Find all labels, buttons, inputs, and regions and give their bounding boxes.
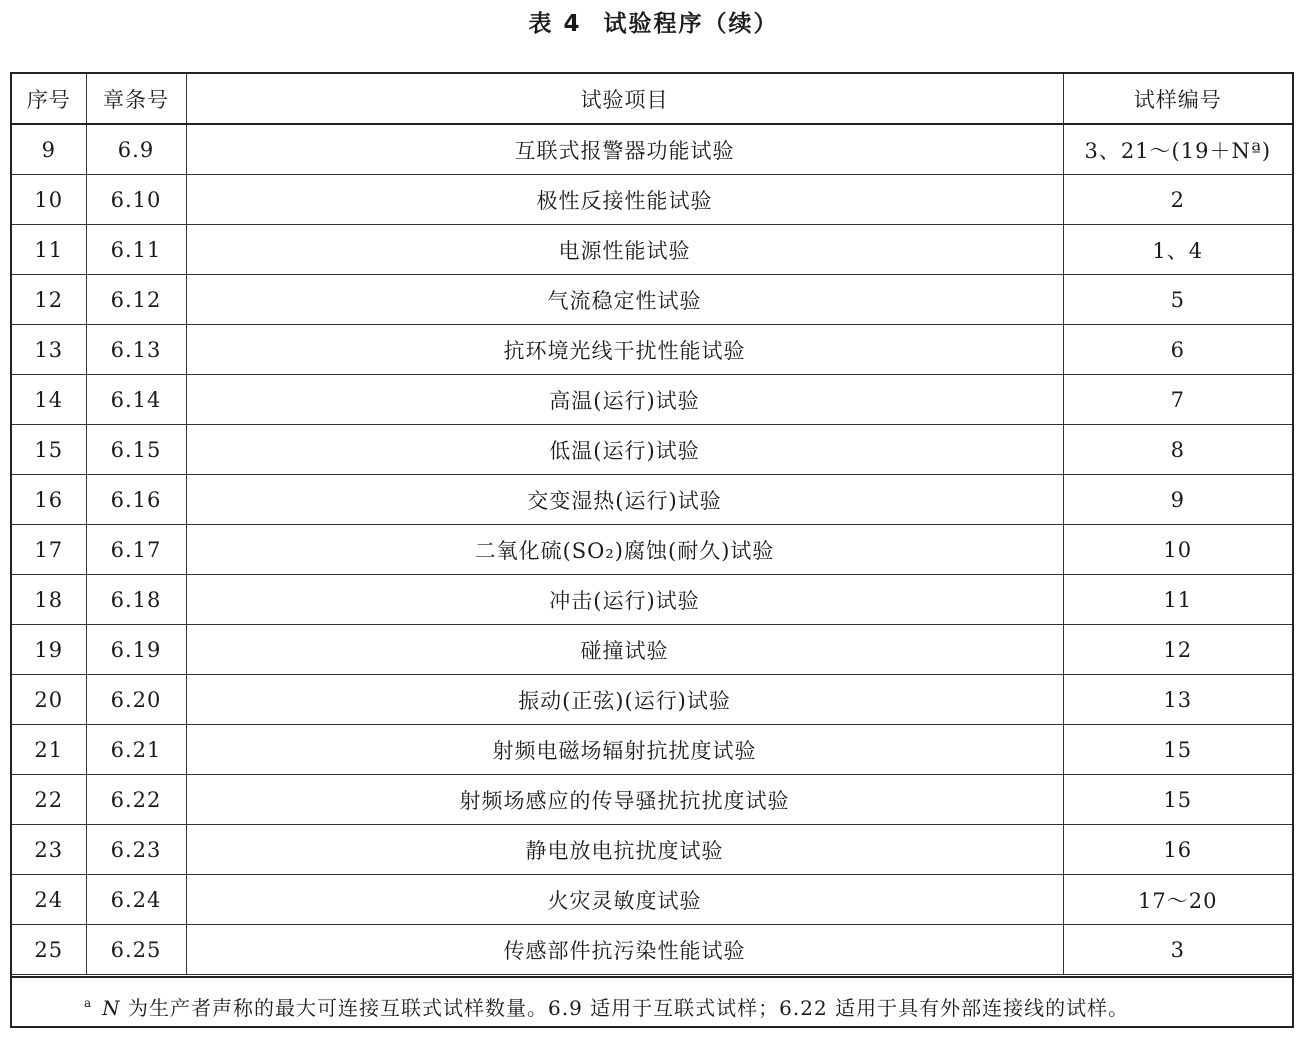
cell-sample-number: 15 (1063, 775, 1292, 825)
cell-test-item: 电源性能试验 (186, 225, 1063, 275)
cell-clause-number: 6.11 (86, 225, 186, 275)
cell-test-item: 高温(运行)试验 (186, 375, 1063, 425)
table-row (12, 275, 1292, 325)
cell-sample-number: 8 (1063, 425, 1292, 475)
cell-sample-number: 3、21～(19＋Nª) (1063, 124, 1292, 175)
cell-sample-number: 5 (1063, 275, 1292, 325)
header-test-item: 试验项目 (186, 74, 1063, 124)
table-caption: 试验程序（续） (603, 11, 779, 37)
cell-serial-number: 11 (12, 225, 86, 275)
table-row (12, 225, 1292, 275)
cell-clause-number: 6.19 (86, 625, 186, 675)
table-row (12, 575, 1292, 625)
cell-serial-number: 12 (12, 275, 86, 325)
cell-serial-number: 25 (12, 925, 86, 975)
cell-sample-number: 2 (1063, 175, 1292, 225)
cell-sample-number: 13 (1063, 675, 1292, 725)
cell-test-item: 传感部件抗污染性能试验 (186, 925, 1063, 975)
header-serial-number: 序号 (12, 74, 86, 124)
cell-sample-number: 10 (1063, 525, 1292, 575)
table-row (12, 925, 1292, 975)
header-row (12, 74, 1292, 124)
cell-test-item: 冲击(运行)试验 (186, 575, 1063, 625)
cell-clause-number: 6.12 (86, 275, 186, 325)
cell-serial-number: 18 (12, 575, 86, 625)
cell-test-item: 振动(正弦)(运行)试验 (186, 675, 1063, 725)
cell-serial-number: 21 (12, 725, 86, 775)
cell-test-item: 极性反接性能试验 (186, 175, 1063, 225)
cell-test-item: 低温(运行)试验 (186, 425, 1063, 475)
table-row (12, 124, 1292, 175)
cell-test-item: 静电放电抗扰度试验 (186, 825, 1063, 875)
cell-test-item: 射频电磁场辐射抗扰度试验 (186, 725, 1063, 775)
table-row (12, 775, 1292, 825)
cell-clause-number: 6.25 (86, 925, 186, 975)
cell-sample-number: 7 (1063, 375, 1292, 425)
table-row (12, 875, 1292, 925)
cell-clause-number: 6.13 (86, 325, 186, 375)
cell-clause-number: 6.9 (86, 124, 186, 175)
footnote-mark: a (84, 996, 93, 1010)
table-row (12, 375, 1292, 425)
cell-sample-number: 9 (1063, 475, 1292, 525)
cell-clause-number: 6.18 (86, 575, 186, 625)
table-row (12, 625, 1292, 675)
cell-test-item: 二氧化硫(SO₂)腐蚀(耐久)试验 (186, 525, 1063, 575)
table-row (12, 525, 1292, 575)
table-row (12, 475, 1292, 525)
cell-sample-number: 11 (1063, 575, 1292, 625)
cell-serial-number: 10 (12, 175, 86, 225)
cell-sample-number: 17～20 (1063, 875, 1292, 925)
cell-clause-number: 6.10 (86, 175, 186, 225)
cell-test-item: 碰撞试验 (186, 625, 1063, 675)
cell-test-item: 射频场感应的传导骚扰抗扰度试验 (186, 775, 1063, 825)
table-footnote (12, 976, 1292, 1028)
cell-serial-number: 23 (12, 825, 86, 875)
cell-sample-number: 16 (1063, 825, 1292, 875)
table-row (12, 825, 1292, 875)
test-procedure-table (12, 74, 1292, 975)
cell-serial-number: 13 (12, 325, 86, 375)
table-row (12, 325, 1292, 375)
table-body (12, 124, 1292, 975)
cell-clause-number: 6.14 (86, 375, 186, 425)
cell-test-item: 火灾灵敏度试验 (186, 875, 1063, 925)
cell-clause-number: 6.22 (86, 775, 186, 825)
cell-sample-number: 12 (1063, 625, 1292, 675)
cell-sample-number: 1、4 (1063, 225, 1292, 275)
cell-serial-number: 15 (12, 425, 86, 475)
cell-clause-number: 6.17 (86, 525, 186, 575)
cell-test-item: 抗环境光线干扰性能试验 (186, 325, 1063, 375)
table-row (12, 675, 1292, 725)
cell-serial-number: 19 (12, 625, 86, 675)
cell-clause-number: 6.24 (86, 875, 186, 925)
table-title (0, 6, 1307, 42)
table-frame (10, 72, 1294, 1028)
cell-clause-number: 6.20 (86, 675, 186, 725)
table-row (12, 175, 1292, 225)
cell-sample-number: 6 (1063, 325, 1292, 375)
cell-clause-number: 6.15 (86, 425, 186, 475)
cell-serial-number: 20 (12, 675, 86, 725)
cell-serial-number: 9 (12, 124, 86, 175)
cell-test-item: 气流稳定性试验 (186, 275, 1063, 325)
cell-clause-number: 6.16 (86, 475, 186, 525)
cell-sample-number: 15 (1063, 725, 1292, 775)
table-row (12, 725, 1292, 775)
cell-serial-number: 16 (12, 475, 86, 525)
cell-test-item: 交变湿热(运行)试验 (186, 475, 1063, 525)
cell-clause-number: 6.23 (86, 825, 186, 875)
cell-serial-number: 24 (12, 875, 86, 925)
cell-clause-number: 6.21 (86, 725, 186, 775)
footnote-symbol: N (102, 996, 121, 1020)
cell-serial-number: 14 (12, 375, 86, 425)
header-clause-number: 章条号 (86, 74, 186, 124)
cell-test-item: 互联式报警器功能试验 (186, 124, 1063, 175)
header-sample-number: 试样编号 (1063, 74, 1292, 124)
cell-sample-number: 3 (1063, 925, 1292, 975)
cell-serial-number: 22 (12, 775, 86, 825)
cell-serial-number: 17 (12, 525, 86, 575)
footnote-text: 为生产者声称的最大可连接互联式试样数量。6.9 适用于互联式试样；6.22 适用于具有外部连接线的试样。 (128, 996, 1130, 1020)
table-number: 表 4 (528, 11, 582, 37)
table-row (12, 425, 1292, 475)
